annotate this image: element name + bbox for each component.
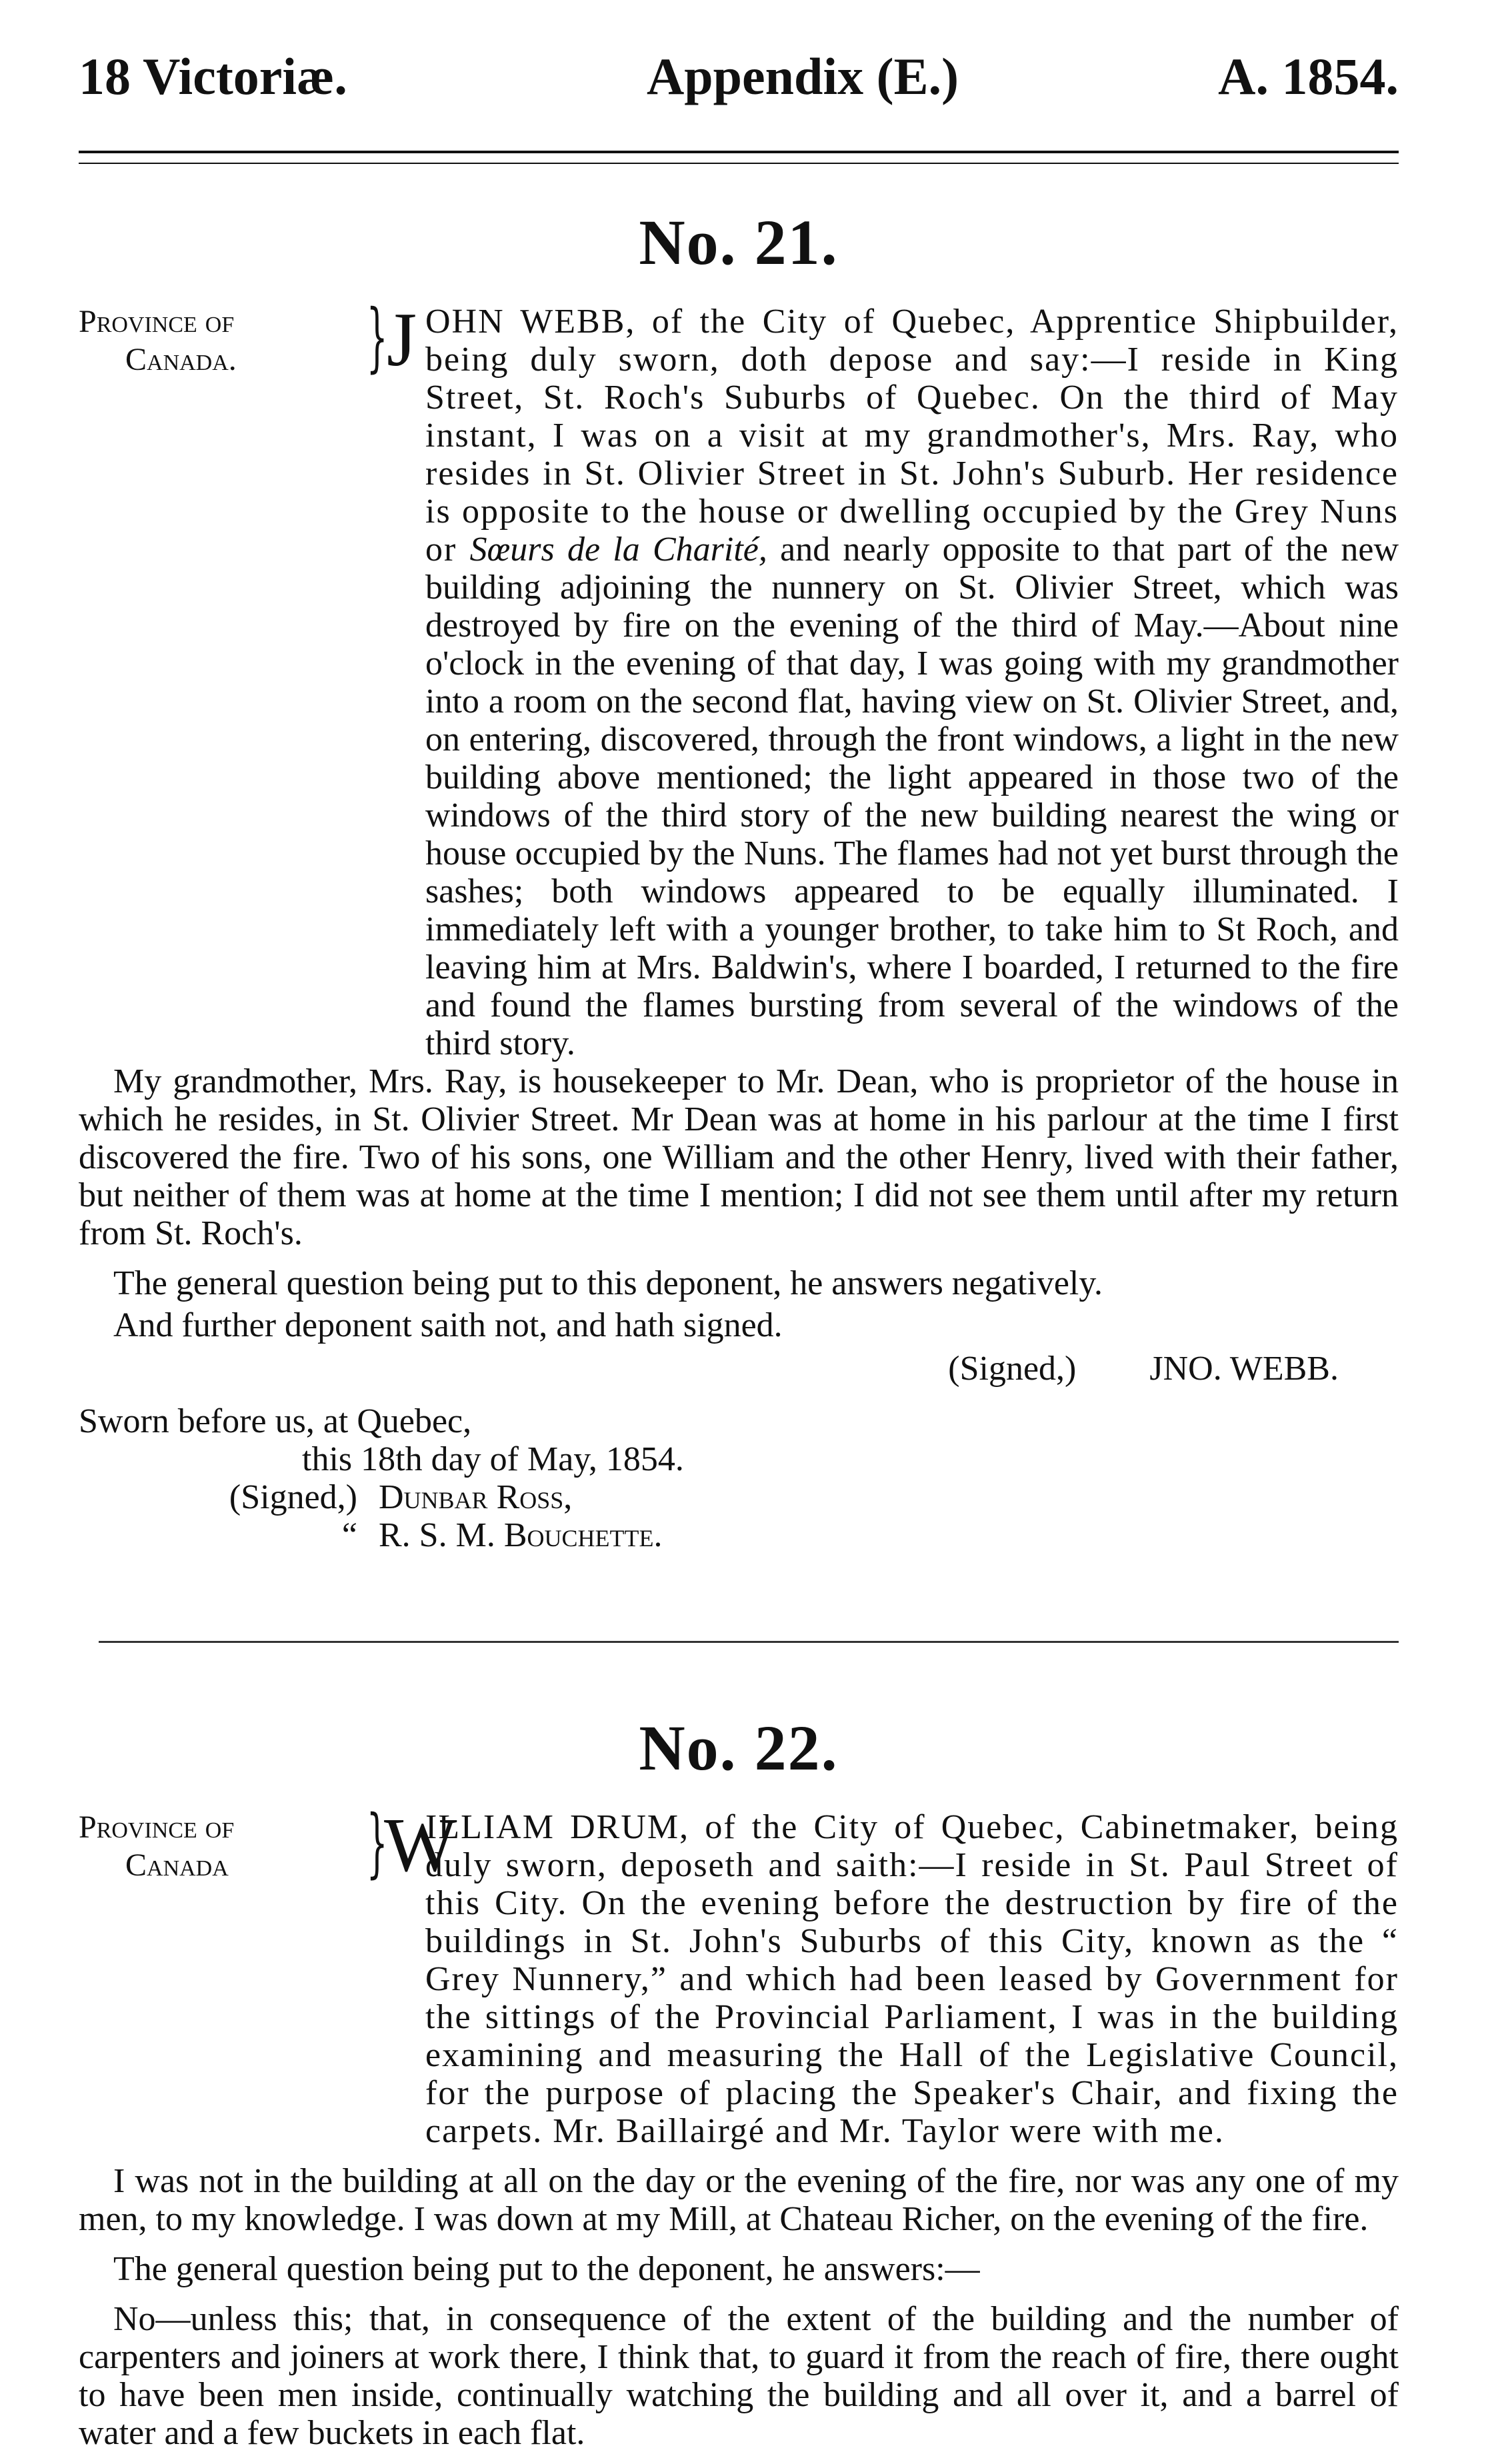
italic-phrase: Sœurs de la Charité, xyxy=(469,531,767,569)
signed-name: JNO. WEBB. xyxy=(1149,1350,1339,1388)
province-line-1: Province of xyxy=(79,1810,235,1845)
deposition-22-opening xyxy=(79,1800,1399,2150)
opening-text-22: ILLIAM DRUM, of the City of Quebec, Cabinetmaker, being duly sworn, deposeth and saith:—I reside in St. Paul Street of this City. On the evening before the destruction by fire of the buildings in St. John's Suburbs of this City, known as the “ Grey Nunnery,” and which had been leased by Government for the sittings of the Provincial Parliament, I was in the building examining and measuring the Hall of the Legislative Council, for the purpose of placing the Speaker's Chair, and fixing the carpets. Mr. Baillairgé and Mr. Taylor were with me. xyxy=(425,1808,1399,2150)
province-line-2: Canada. xyxy=(125,342,237,377)
document-page xyxy=(79,27,1399,2464)
province-label-22 xyxy=(79,1808,359,1884)
jurat-signed-label: (Signed,) xyxy=(229,1478,357,1516)
jurat-line-2: this 18th day of May, 1854. xyxy=(302,1440,684,1478)
paragraph-21-2: My grandmother, Mrs. Ray, is housekeeper to Mr. Dean, who is proprietor of the house in which he resides, in St. Olivier Street. Mr Dean was at home in his parlour at the time I first discovered the fire. Two of his sons, one William and the other Henry, lived with their father, but neither of them was at home at the time I mention; I did not see them until after my return from St. Roch's. xyxy=(79,1062,1399,1252)
opening-text-21: OHN WEBB, of the City of Quebec, Apprentice Shipbuilder, being duly sworn, doth depose and say:—I reside in King Street, St. Roch's Suburbs of Quebec. On the third of May instant, I was on a visit at my grandmother's, Mrs. Ray, who resides in St. Olivier Street in St. John's Suburb. Her residence is opposite to the house or dwelling occupied by the Grey Nuns or xyxy=(425,303,1399,569)
signature-block-21 xyxy=(79,1350,1339,1388)
paragraph-22-4: No—unless this; that, in consequence of the extent of the building and the number of carpenters and joiners at work there, I think that, to guard it from the reach of fire, there ought to have been men inside, continually watching the building and all over it, and a barrel of water and a few buckets in each flat. xyxy=(79,2300,1399,2452)
province-line-2: Canada xyxy=(125,1848,229,1883)
jurat-line-1: Sworn before us, at Quebec, xyxy=(79,1402,472,1440)
jurat-commissioner-1: Dunbar Ross, xyxy=(379,1478,573,1516)
jurat-signature-row-1 xyxy=(79,1478,1399,1516)
drop-cap-22: W xyxy=(384,1803,457,1888)
jurat-commissioner-2: R. S. M. Bouchette. xyxy=(379,1516,663,1554)
header-session: 18 Victoriæ. xyxy=(79,47,347,105)
paragraph-22-2: I was not in the building at all on the day or the evening of the fire, nor was any one of my men, to my knowledge. I was down at my Mill, at Chateau Richer, on the evening of the fire. xyxy=(79,2162,1399,2238)
jurat-ditto-mark: “ xyxy=(341,1516,357,1554)
deposition-21 xyxy=(79,294,1399,1554)
deposition-22 xyxy=(79,1800,1399,2452)
deposition-heading-21: No. 21. xyxy=(639,207,839,278)
deposition-heading-22: No. 22. xyxy=(639,1712,839,1784)
header-appendix: Appendix (E.) xyxy=(646,47,959,105)
section-divider xyxy=(99,1641,1399,1643)
header-rule xyxy=(79,151,1399,164)
jurat-signature-row-2 xyxy=(79,1516,1399,1554)
header-year: A. 1854. xyxy=(1218,47,1399,105)
paragraph-21-4: And further deponent saith not, and hath signed. xyxy=(113,1306,783,1344)
paragraph-22-3: The general question being put to the deponent, he answers:— xyxy=(113,2250,980,2288)
province-label-21 xyxy=(79,303,359,379)
running-header xyxy=(79,27,1399,127)
signed-label: (Signed,) xyxy=(948,1350,1077,1388)
brace-glyph: } xyxy=(366,294,388,381)
deposition-21-opening xyxy=(79,294,1399,1062)
drop-cap-21: J xyxy=(387,297,417,383)
jurat-21 xyxy=(79,1402,1399,1554)
opening-rest-21: and nearly opposite to that part of the new building adjoining the nunnery on St. Olivier Street, which was destroyed by fire on the evening of the third of May.—About nine o'clock in the evening of that day, I was going with my grandmother into a room on the second flat, having view on St. Olivier Street, and, on entering, discovered, through the front windows, a light in the new building above mentioned; the light appeared in those two of the windows of the third story of the new building nearest the wing or house occupied by the Nuns. The flames had not yet burst through the sashes; both windows appeared to be equally illuminated. I immediately left with a younger brother, to take him to St Roch, and leaving him at Mrs. Baldwin's, where I boarded, I returned to the fire and found the flames bursting from several of the windows of the third story. xyxy=(425,531,1399,1062)
paragraph-21-3: The general question being put to this deponent, he answers negatively. xyxy=(113,1264,1103,1302)
brace-glyph: } xyxy=(366,1800,388,1886)
province-line-1: Province of xyxy=(79,304,235,339)
